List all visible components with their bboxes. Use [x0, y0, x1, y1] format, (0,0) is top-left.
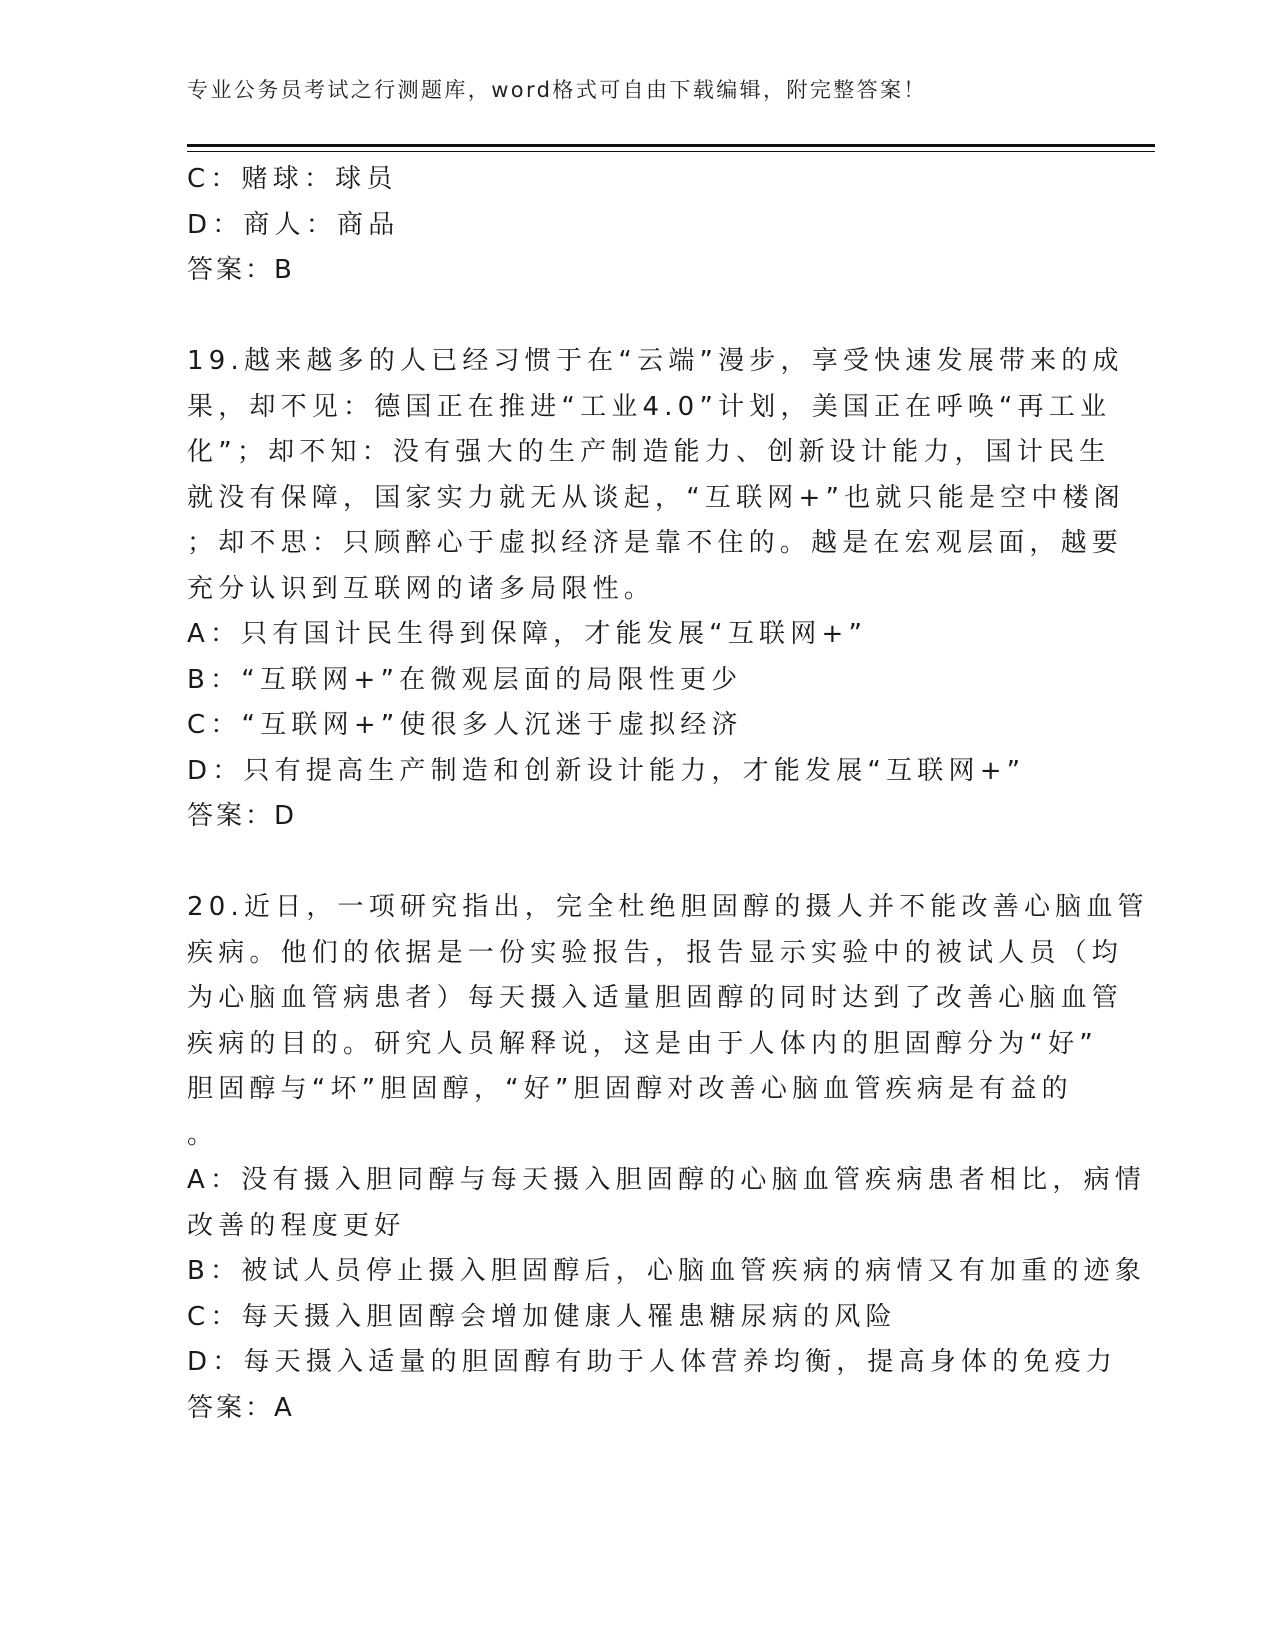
option-d: D：只有提高生产制造和创新设计能力，才能发展“互联网+” — [187, 755, 1026, 786]
question-stem-line: 19.越来越多的人已经习惯于在“云端”漫步，享受快速发展带来的成 — [187, 346, 1124, 376]
option-d: D：每天摄入适量的胆固醇有助于人体营养均衡，提高身体的免疫力 — [187, 1347, 1118, 1377]
question-19 — [187, 339, 1125, 840]
header-divider-thin — [187, 151, 1155, 152]
question-stem-line: 20.近日，一项研究指出，完全杜绝胆固醇的摄人并不能改善心脑血管 — [187, 892, 1149, 922]
answer: 答案：D — [187, 801, 298, 831]
option-a: A：只有国计民生得到保障，才能发展“互联网+” — [187, 619, 868, 649]
answer: 答案：B — [187, 255, 295, 285]
question-stem-line: 胆固醇与“坏”胆固醇，“好”胆固醇对改善心脑血管疾病是有益的 — [187, 1074, 1073, 1104]
question-stem-line: 为心脑血管病患者）每天摄入适量胆固醇的同时达到了改善心脑血管 — [187, 983, 1124, 1013]
spacer — [187, 840, 1087, 886]
header-divider-thick — [187, 144, 1155, 147]
answer: 答案：A — [187, 1392, 295, 1423]
option-c: C：每天摄入胆固醇会增加健康人罹患糖尿病的风险 — [187, 1301, 897, 1332]
question-stem-line: ；却不思：只顾醉心于虚拟经济是靠不住的。越是在宏观层面，越要 — [187, 528, 1124, 558]
option-c: C：“互联网+”使很多人沉迷于虚拟经济 — [187, 710, 743, 740]
question-stem-line: 疾病的目的。研究人员解释说，这是由于人体内的胆固醇分为“好” — [187, 1028, 1098, 1059]
prev-question — [187, 157, 1087, 294]
spacer — [187, 294, 1087, 340]
option-b: B：“互联网+”在微观层面的局限性更少 — [187, 664, 743, 695]
question-stem-line: 果，却不见：德国正在推进“工业4.0”计划，美国正在呼唤“再工业 — [187, 391, 1112, 422]
question-stem-line: 充分认识到互联网的诸多局限性。 — [187, 573, 656, 604]
option-b: B：被试人员停止摄入胆固醇后，心脑血管疾病的病情又有加重的迹象 — [187, 1256, 1147, 1286]
question-stem-line: 就没有保障，国家实力就无从谈起，“互联网+”也就只能是空中楼阁 — [187, 482, 1125, 513]
question-20 — [187, 885, 1149, 1431]
question-stem-line: 。 — [187, 1119, 219, 1150]
option-c: C：赌球：球员 — [187, 164, 398, 194]
question-stem-line: 疾病。他们的依据是一份实验报告，报告显示实验中的被试人员（均 — [187, 937, 1124, 968]
page-header: 专业公务员考试之行测题库，word格式可自由下载编辑，附完整答案！ — [187, 78, 927, 102]
option-a-continued: 改善的程度更好 — [187, 1210, 406, 1241]
question-content — [187, 157, 1149, 1431]
option-d: D：商人：商品 — [187, 209, 400, 240]
option-a: A：没有摄入胆同醇与每天摄入胆固醇的心脑血管疾病患者相比，病情 — [187, 1165, 1146, 1195]
question-stem-line: 化”；却不知：没有强大的生产制造能力、创新设计能力，国计民生 — [187, 437, 1111, 467]
